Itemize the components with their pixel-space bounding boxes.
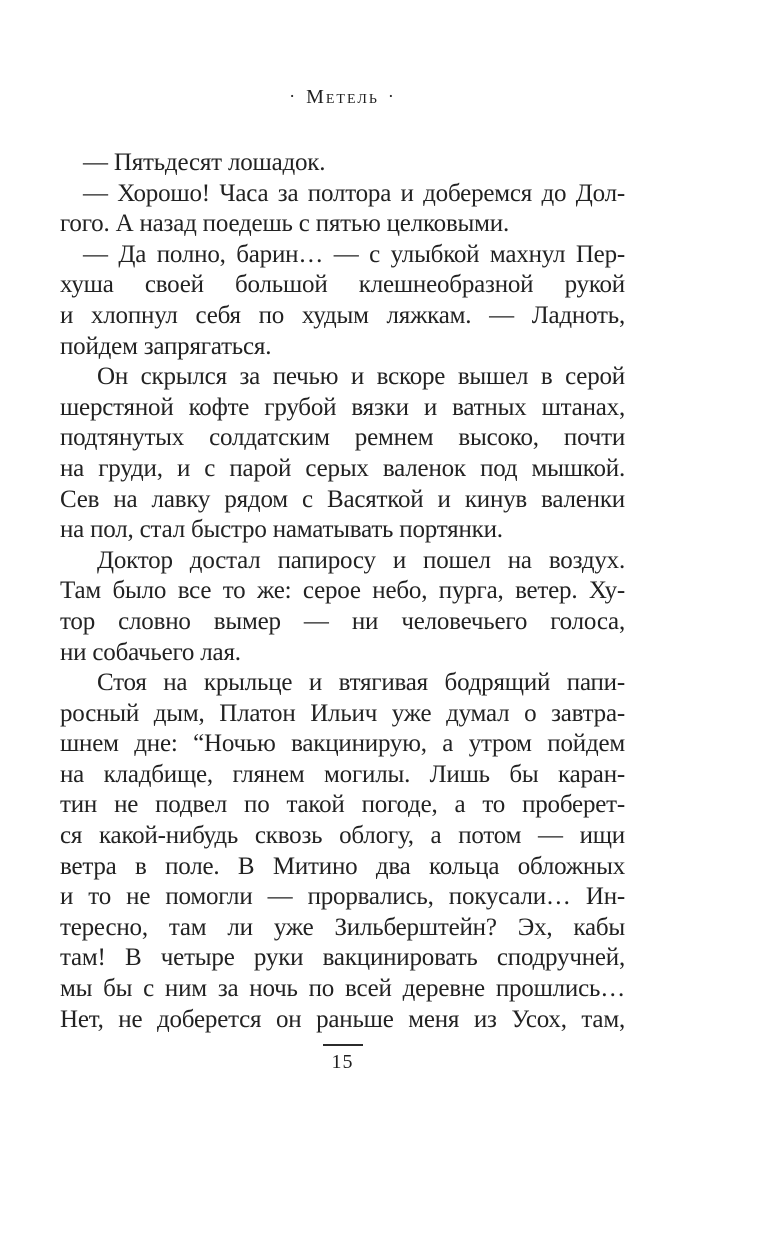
text-line: Там было все то же: серое небо, пурга, ветер. Ху- (60, 577, 625, 605)
text-line: там! В четыре руки вакцинировать сподручней, (60, 944, 625, 972)
text-line: ся какой-нибудь сквозь облогу, а потом — ищи (60, 822, 625, 850)
text-line: тор словно вымер — ни человечьего голоса, (60, 607, 625, 635)
text-line: Сев на лавку рядом с Васяткой и кинув валенки (60, 485, 625, 513)
text-line: — Да полно, барин… — с улыбкой махнул Пер- (83, 240, 625, 268)
text-line: на пол, стал быстро наматывать портянки. (60, 516, 503, 544)
footer-rule (323, 1044, 363, 1046)
text-line: — Пятьдесят лошадок. (83, 149, 326, 176)
footer-rule-wrap (60, 1044, 625, 1046)
text-line: Стоя на крыльце и втягивая бодрящий папи- (97, 669, 625, 697)
text-line: Он скрылся за печью и вскоре вышел в серой (97, 363, 625, 391)
page-body (60, 148, 625, 1035)
text-line: шерстяной кофте грубой вязки и ватных штанах, (60, 393, 625, 421)
text-line: росный дым, Платон Ильич уже думал о завтра- (60, 699, 625, 727)
text-line: на кладбище, глянем могилы. Лишь бы каран- (60, 760, 625, 788)
header-decoration-right: · (387, 86, 396, 106)
page-number: 15 (331, 1051, 354, 1073)
text-line: пойдем запрягаться. (60, 332, 272, 360)
running-head (60, 86, 625, 109)
header-decoration-left: · (289, 86, 298, 106)
text-line: тересно, там ли уже Зильберштейн? Эх, кабы (60, 913, 625, 941)
text-line: хуша своей большой клешнеобразной рукой (60, 271, 625, 299)
text-line: подтянутых солдатским ремнем высоко, почти (60, 424, 625, 452)
book-title: Метель (306, 86, 379, 108)
text-line: Нет, не доберется он раньше меня из Усох, там, (60, 1005, 625, 1033)
text-line: шнем дне: “Ночью вакцинирую, а утром пойдем (60, 730, 625, 758)
text-line: ветра в поле. В Митино два кольца обложных (60, 852, 625, 880)
text-line: Доктор достал папиросу и пошел на воздух. (97, 546, 625, 574)
text-line: тин не подвел по такой погоде, а то проберет- (60, 791, 625, 819)
text-line: — Хорошо! Часа за полтора и доберемся до Дол- (83, 179, 625, 207)
text-line: на груди, и с парой серых валенок под мышкой. (60, 454, 625, 482)
text-line: и то не помогли — прорвались, покусали… Ин- (60, 883, 625, 911)
text-line: и хлопнул себя по худым ляжкам. — Ладноть, (60, 301, 625, 329)
text-line: гого. А назад поедешь с пятью целковыми. (60, 210, 510, 238)
text-line: ни собачьего лая. (60, 638, 241, 666)
text-line: мы бы с ним за ночь по всей деревне прошлись… (60, 975, 625, 1003)
